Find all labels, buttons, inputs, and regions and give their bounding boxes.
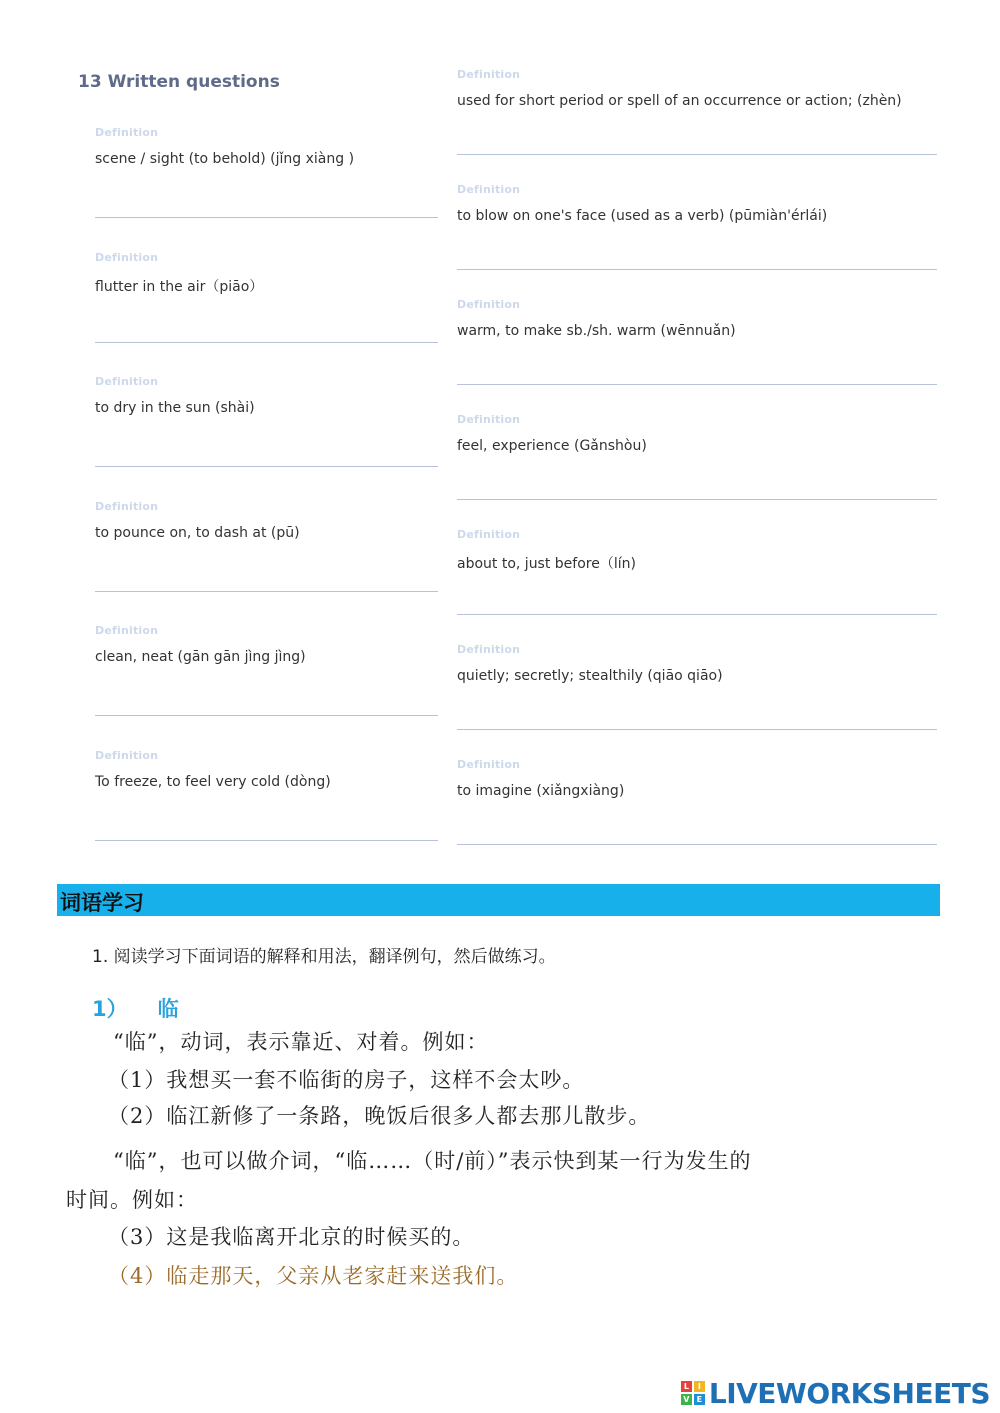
exercise-instruction: 1. 阅读学习下面词语的解释和用法，翻译例句，然后做练习。 [92, 947, 556, 967]
definition-text: warm, to make sb./sh. warm (wēnnuǎn) [457, 323, 736, 339]
answer-input[interactable] [95, 591, 438, 592]
definition-text: quietly; secretly; stealthily (qiāo qiāo) [457, 668, 723, 684]
question-item [457, 412, 937, 527]
logo-letter: E [694, 1394, 705, 1405]
question-item [457, 642, 937, 757]
logo-text: LIVEWORKSHEETS [708, 1376, 990, 1410]
definition-label: Definition [457, 298, 521, 311]
definition-text: flutter in the air（piāo） [95, 278, 264, 295]
answer-input[interactable] [95, 715, 438, 716]
section-title: 词语学习 [60, 891, 144, 915]
question-item [457, 527, 937, 642]
definition-text: To freeze, to feel very cold (dòng) [95, 773, 331, 790]
vocabulary-heading [92, 993, 179, 1023]
question-item [457, 757, 937, 872]
answer-input[interactable] [457, 729, 937, 730]
definition-text: to pounce on, to dash at (pū) [95, 524, 300, 541]
explanation-line: “临”，也可以做介词，“临……（时/前）”表示快到某一行为发生的 [113, 1149, 752, 1173]
answer-input[interactable] [95, 217, 438, 218]
definition-text: to blow on one's face (used as a verb) (pūmiàn'érlái) [457, 208, 828, 224]
logo-mark-icon [681, 1381, 705, 1405]
definition-label: Definition [457, 758, 521, 771]
answer-input[interactable] [457, 384, 937, 385]
logo-letter: V [681, 1394, 692, 1405]
answer-input[interactable] [457, 154, 937, 155]
definition-text: to dry in the sun (shài) [95, 400, 255, 416]
definition-text: to imagine (xiǎngxiàng) [457, 783, 625, 799]
explanation-line: 时间。例如： [66, 1188, 198, 1212]
answer-input[interactable] [95, 342, 438, 343]
answer-input[interactable] [457, 844, 937, 845]
section-header-bar [57, 884, 940, 916]
vocabulary-number: 1） [92, 997, 128, 1021]
question-item [95, 499, 438, 624]
explanation-line: “临”，动词，表示靠近、对着。例如： [113, 1030, 489, 1054]
questions-right-column [457, 67, 937, 872]
vocabulary-word: 临 [157, 997, 179, 1021]
question-item [95, 623, 438, 748]
definition-label: Definition [457, 643, 521, 656]
example-sentence: （2）临江新修了一条路，晚饭后很多人都去那儿散步。 [108, 1104, 651, 1128]
answer-input[interactable] [457, 269, 937, 270]
question-item [95, 125, 438, 250]
definition-label: Definition [95, 375, 159, 388]
definition-text: feel, experience (Gǎnshòu) [457, 438, 647, 454]
example-sentence: （1）我想买一套不临街的房子，这样不会太吵。 [108, 1068, 585, 1092]
definition-label: Definition [95, 250, 159, 264]
worksheet-title: 13 Written questions [78, 72, 280, 92]
definition-label: Definition [95, 624, 159, 637]
logo-letter: I [694, 1381, 705, 1392]
question-item [457, 297, 937, 412]
definition-text: scene / sight (to behold) (jǐng xiàng ) [95, 151, 355, 167]
answer-input[interactable] [95, 840, 438, 841]
question-item [95, 250, 438, 375]
definition-text: about to, just before（lín) [457, 556, 636, 572]
answer-input[interactable] [457, 499, 937, 500]
definition-label: Definition [457, 68, 521, 81]
question-item [95, 748, 438, 873]
definition-label: Definition [95, 126, 159, 139]
answer-input[interactable] [457, 614, 937, 615]
question-item [457, 182, 937, 297]
definition-label: Definition [457, 528, 521, 541]
definition-label: Definition [95, 499, 159, 513]
definition-text: used for short period or spell of an occurrence or action; (zhèn) [457, 93, 902, 109]
logo-letter: L [681, 1381, 692, 1392]
definition-label: Definition [457, 413, 521, 426]
definition-text: clean, neat (gān gān jìng jìng) [95, 649, 306, 665]
definition-label: Definition [95, 748, 159, 762]
liveworksheets-logo [681, 1378, 990, 1408]
questions-left-column [95, 125, 438, 872]
question-item [95, 374, 438, 499]
example-sentence: （3）这是我临离开北京的时候买的。 [108, 1225, 475, 1249]
question-item [457, 67, 937, 182]
definition-label: Definition [457, 183, 521, 196]
example-sentence: （4）临走那天，父亲从老家赶来送我们。 [108, 1264, 519, 1288]
answer-input[interactable] [95, 466, 438, 467]
